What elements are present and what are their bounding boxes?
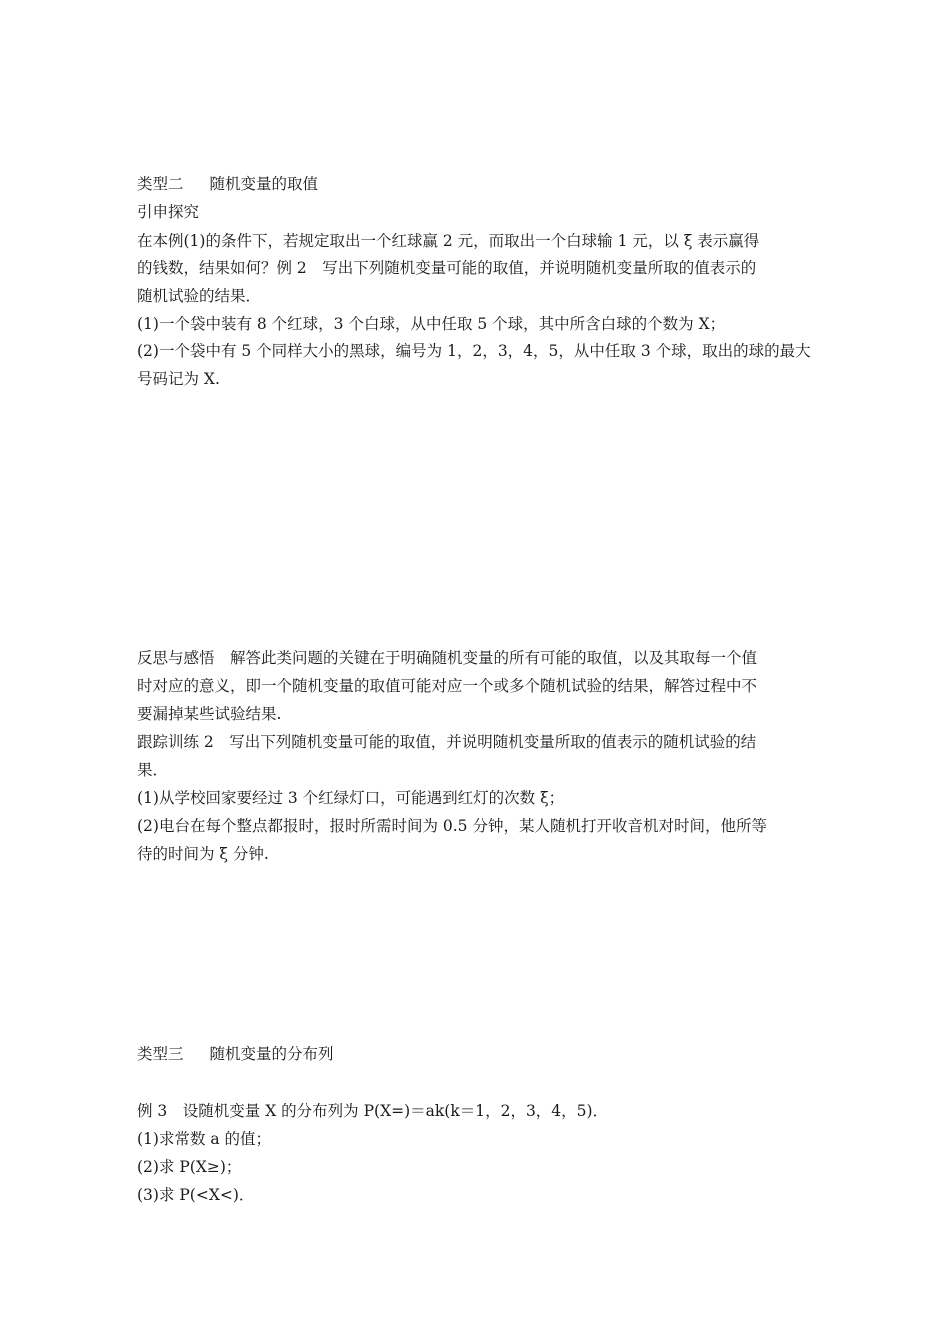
question-line: (3)求 P(<X<)． xyxy=(137,1186,255,1204)
section-title: 随机变量的取值 xyxy=(209,175,319,193)
training-line: (2)电台在每个整点都报时，报时所需时间为 0.5 分钟，某人随机打开收音机对时间，他所等 xyxy=(137,817,767,835)
paragraph-line: (2)一个袋中有 5 个同样大小的黑球，编号为 1，2，3，4，5，从中任取 3 个球，取出的球的最大 xyxy=(137,342,811,360)
training-line: (1)从学校回家要经过 3 个红绿灯口，可能遇到红灯的次数 ξ； xyxy=(137,789,565,807)
paragraph-line: 的钱数，结果如何？例 2 写出下列随机变量可能的取值，并说明随机变量所取的值表示的 xyxy=(137,259,757,277)
reflection-line: 时对应的意义，即一个随机变量的取值可能对应一个或多个随机试验的结果，解答过程中不 xyxy=(137,677,758,695)
question-line: (2)求 P(X≥)； xyxy=(137,1158,242,1176)
sub-heading: 引申探究 xyxy=(137,203,200,221)
paragraph-line: 随机试验的结果． xyxy=(137,287,262,305)
reflection-line: 要漏掉某些试验结果. xyxy=(137,705,282,723)
paragraph-line: 在本例(1)的条件下，若规定取出一个红球赢 2 元，而取出一个白球输 1 元，以 ξ 表示赢得 xyxy=(137,232,760,250)
section-label: 类型二 xyxy=(137,175,184,193)
section-title: 随机变量的分布列 xyxy=(209,1045,334,1063)
question-line: (1)求常数 a 的值； xyxy=(137,1130,272,1148)
section-label: 类型三 xyxy=(137,1045,184,1063)
paragraph-line: 号码记为 X. xyxy=(137,370,220,388)
reflection-line: 反思与感悟 解答此类问题的关键在于明确随机变量的所有可能的取值，以及其取每一个值 xyxy=(137,649,758,667)
section-3-heading xyxy=(137,1044,334,1064)
example-line: 例 3 设随机变量 X 的分布列为 P(X=)＝ak(k＝1，2，3，4，5)． xyxy=(137,1102,609,1120)
training-line: 待的时间为 ξ 分钟. xyxy=(137,845,269,863)
training-line: 跟踪训练 2 写出下列随机变量可能的取值，并说明随机变量所取的值表示的随机试验的结 xyxy=(137,733,757,751)
section-2-heading xyxy=(137,174,318,194)
paragraph-line: (1)一个袋中装有 8 个红球，3 个白球，从中任取 5 个球，其中所含白球的个数为 X； xyxy=(137,315,726,333)
training-line: 果． xyxy=(137,761,169,779)
